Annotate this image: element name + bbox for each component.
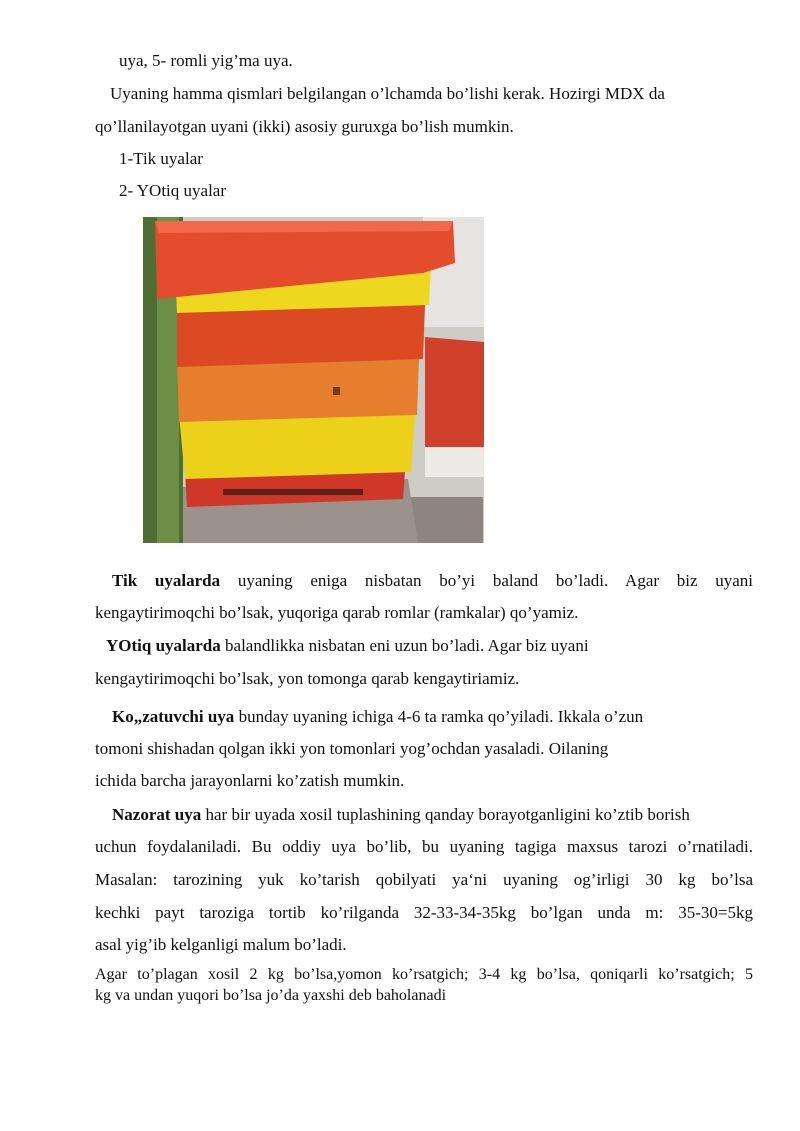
nazorat-paragraph-line-3: Masalan: tarozining yuk ko’tarish qobilyati ya‘ni uyaning og’irligi 30 kg bo’lsa	[95, 870, 753, 889]
hive-roof-highlight	[155, 221, 453, 233]
ko-paragraph-line-1	[112, 706, 643, 728]
beehive-photo	[143, 217, 484, 543]
yotiq-text: balandlikka nisbatan eni uzun bo’ladi. Agar biz uyani	[220, 636, 589, 655]
tik-paragraph-line-2: kengaytirimoqchi bo’lsak, yuqoriga qarab romlar (ramkalar) qo’yamiz.	[95, 603, 579, 622]
tik-paragraph-line-1	[95, 570, 753, 592]
nazorat-paragraph-line-4: kechki payt taroziga tortib ko’rilganda 32-33-34-35kg bo’lgan unda m: 35-30=5kg	[95, 903, 753, 922]
hive-box-yellow-bottom	[179, 415, 415, 479]
nazorat-paragraph-line-5: asal yig’ib kelganligi malum bo’ladi.	[95, 935, 347, 954]
yotiq-paragraph-line-2: kengaytirimoqchi bo’lsak, yon tomonga qarab kengaytiriamiz.	[95, 669, 520, 688]
nazorat-heading: Nazorat uya	[112, 805, 202, 824]
hive-box-orange	[177, 359, 419, 422]
tik-text: uyaning eniga nisbatan bo’yi baland bo’ladi. Agar biz uyani	[220, 571, 753, 590]
final-paragraph-line-2: kg va undan yuqori bo’lsa jo’da yaxshi deb baholanadi	[95, 987, 447, 1004]
intro-line-2: Uyaning hamma qismlari belgilangan o’lchamda bo’lishi kerak. Hozirgi MDX da	[110, 84, 665, 103]
intro-line-1: uya, 5- romli yig’ma uya.	[119, 51, 293, 70]
nazorat-paragraph-line-1	[112, 804, 690, 826]
final-paragraph-line-1: Agar to’plagan xosil 2 kg bo’lsa,yomon ko’rsatgich; 3-4 kg bo’lsa, qoniqarli ko’rsatgich; 5	[95, 966, 753, 983]
list-item-1: 1-Tik uyalar	[119, 149, 203, 168]
nazorat-paragraph-line-2: uchun foydalaniladi. Bu oddiy uya bo’lib, bu uyaning tagiga maxsus tarozi o’rnatiladi.	[95, 837, 753, 856]
list-item-2: 2- YOtiq uyalar	[119, 181, 227, 200]
intro-line-3: qo’llanilayotgan uyani (ikki) asosiy guruxga bo’lish mumkin.	[95, 117, 514, 136]
tik-heading: Tik uyalarda	[112, 571, 221, 590]
ko-paragraph-line-3: ichida barcha jarayonlarni ko’zatish mumkin.	[95, 771, 405, 790]
ko-heading: Ko„zatuvchi uya	[112, 707, 235, 726]
ko-paragraph-line-2: tomoni shishadan qolgan ikki yon tomonlari yog’ochdan yasaladi. Oilaning	[95, 739, 609, 758]
neighbor-hive	[425, 337, 484, 462]
nazorat-text: har bir uyada xosil tuplashining qanday borayotganligini ko’ztib borish	[201, 805, 690, 824]
yotiq-paragraph-line-1	[106, 635, 589, 657]
ko-text: bunday uyaning ichiga 4-6 ta ramka qo’yiladi. Ikkala o’zun	[234, 707, 644, 726]
neighbor-hive-base	[425, 447, 484, 477]
hive-entrance	[223, 489, 363, 495]
yotiq-heading: YOtiq uyalarda	[106, 636, 221, 655]
bee	[333, 387, 340, 395]
hive-box-red	[177, 305, 425, 367]
